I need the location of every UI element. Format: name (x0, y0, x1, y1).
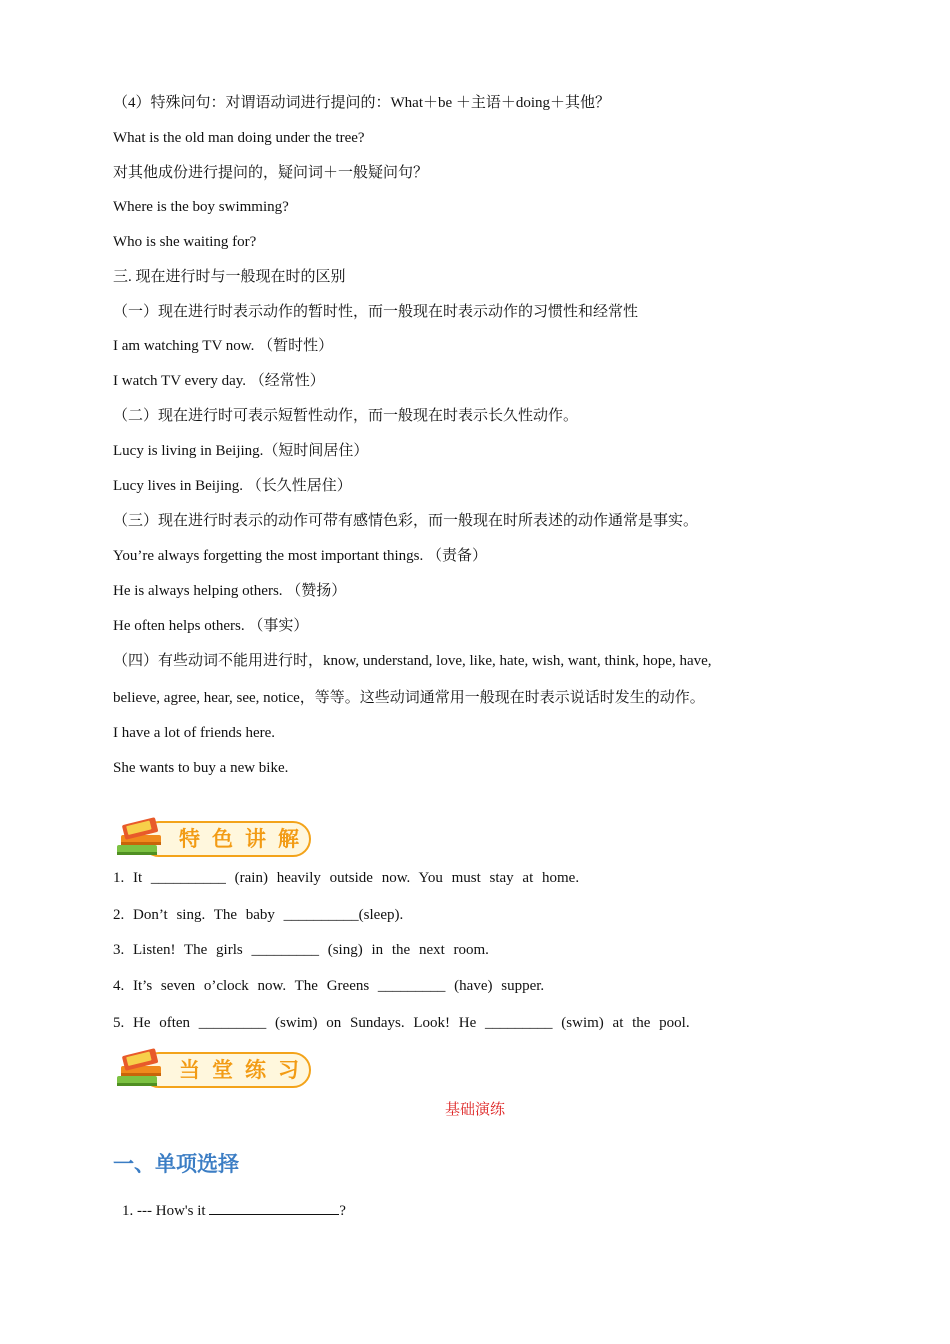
subheading: 基础演练 (444, 1102, 505, 1118)
grammar-line: （四）有些动词不能用进行时，know, understand, love, like, hate, wish, want, think, hope, have, (113, 653, 712, 669)
exercise-item: 4. It’s seven o’clock now. The Greens _________ (have) supper. (113, 978, 545, 994)
example-sentence: Lucy is living in Beijing.（短时间居住） (113, 443, 369, 459)
exercise-item: 1. It __________ (rain) heavily outside now. You must stay at home. (113, 870, 580, 886)
example-sentence: She wants to buy a new bike. (113, 760, 289, 776)
books-icon (113, 815, 173, 863)
section-heading: 一、单项选择 (113, 1152, 239, 1176)
example-sentence: I have a lot of friends here. (113, 725, 276, 741)
example-sentence: What is the old man doing under the tree? (113, 130, 365, 146)
question-suffix: ? (339, 1203, 346, 1219)
exercise-item: 2. Don’t sing. The baby __________(sleep). (113, 907, 404, 923)
exercise-item: 3. Listen! The girls _________ (sing) in the next room. (113, 942, 489, 958)
feature-banner (113, 815, 313, 863)
example-sentence: Where is the boy swimming? (113, 199, 289, 215)
section-title: 三. 现在进行时与一般现在时的区别 (113, 269, 346, 285)
question-item (122, 1200, 346, 1220)
grammar-line: （三）现在进行时表示的动作可带有感情色彩，而一般现在时所表述的动作通常是事实。 (113, 513, 699, 529)
grammar-line: believe, agree, hear, see, notice，等等。这些动词通常用一般现在时表示说话时发生的动作。 (113, 690, 705, 706)
example-sentence: Lucy lives in Beijing. （长久性居住） (113, 478, 352, 494)
example-sentence: I am watching TV now. （暂时性） (113, 338, 334, 354)
example-sentence: He often helps others. （事实） (113, 618, 309, 634)
banner-title: 特色讲解 (179, 827, 311, 851)
grammar-line: （二）现在进行时可表示短暂性动作，而一般现在时表示长久性动作。 (113, 408, 579, 424)
banner-title: 当堂练习 (179, 1058, 311, 1082)
grammar-line: （一）现在进行时表示动作的暂时性，而一般现在时表示动作的习惯性和经常性 (113, 304, 639, 320)
example-sentence: Who is she waiting for? (113, 234, 257, 250)
example-sentence: I watch TV every day. （经常性） (113, 373, 325, 389)
books-icon (113, 1046, 173, 1094)
practice-banner (113, 1046, 313, 1094)
answer-blank[interactable] (209, 1200, 339, 1215)
example-sentence: He is always helping others. （赞扬） (113, 583, 347, 599)
grammar-line: （4）特殊问句：对谓语动词进行提问的：What＋be ＋主语＋doing＋其他？ (113, 95, 611, 111)
question-text: 1. --- How's it (122, 1203, 206, 1219)
example-sentence: You’re always forgetting the most important things. （责备） (113, 548, 488, 564)
grammar-line: 对其他成份进行提问的，疑问词＋一般疑问句？ (113, 165, 429, 181)
exercise-item: 5. He often _________ (swim) on Sundays. Look! He _________ (swim) at the pool. (113, 1015, 690, 1031)
